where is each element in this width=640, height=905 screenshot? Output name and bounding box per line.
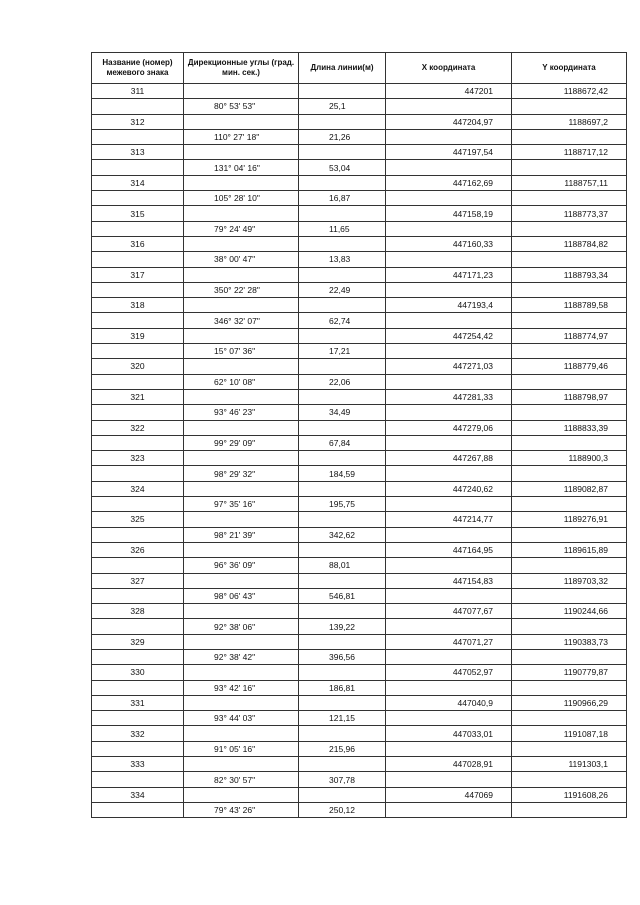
x-coordinate: 447158,19 (386, 206, 512, 221)
x-cell-empty (386, 344, 512, 359)
line-length: 546,81 (299, 588, 386, 603)
name-cell-empty (92, 802, 184, 817)
x-cell-empty (386, 527, 512, 542)
y-coordinate: 1188784,82 (512, 236, 627, 251)
length-cell-empty (299, 359, 386, 374)
y-cell-empty (512, 772, 627, 787)
y-cell-empty (512, 802, 627, 817)
x-cell-empty (386, 802, 512, 817)
y-coordinate: 1188789,58 (512, 298, 627, 313)
angle-cell-empty (184, 267, 299, 282)
direction-angle: 110° 27' 18" (184, 129, 299, 144)
point-name: 313 (92, 145, 184, 160)
header-x: X координата (386, 53, 512, 84)
segment-row (92, 527, 627, 542)
y-cell-empty (512, 313, 627, 328)
x-coordinate: 447171,23 (386, 267, 512, 282)
point-name: 323 (92, 451, 184, 466)
line-length: 88,01 (299, 558, 386, 573)
length-cell-empty (299, 236, 386, 251)
angle-cell-empty (184, 359, 299, 374)
point-row (92, 726, 627, 741)
name-cell-empty (92, 405, 184, 420)
direction-angle: 98° 06' 43" (184, 588, 299, 603)
point-row (92, 420, 627, 435)
name-cell-empty (92, 497, 184, 512)
length-cell-empty (299, 328, 386, 343)
x-cell-empty (386, 252, 512, 267)
x-coordinate: 447193,4 (386, 298, 512, 313)
length-cell-empty (299, 634, 386, 649)
x-coordinate: 447160,33 (386, 236, 512, 251)
angle-cell-empty (184, 665, 299, 680)
y-cell-empty (512, 588, 627, 603)
angle-cell-empty (184, 84, 299, 99)
x-cell-empty (386, 466, 512, 481)
length-cell-empty (299, 573, 386, 588)
y-coordinate: 1191608,26 (512, 787, 627, 802)
length-cell-empty (299, 726, 386, 741)
line-length: 62,74 (299, 313, 386, 328)
line-length: 250,12 (299, 802, 386, 817)
x-coordinate: 447077,67 (386, 604, 512, 619)
line-length: 11,65 (299, 221, 386, 236)
y-coordinate: 1188779,46 (512, 359, 627, 374)
line-length: 22,06 (299, 374, 386, 389)
x-cell-empty (386, 741, 512, 756)
point-row (92, 542, 627, 557)
name-cell-empty (92, 252, 184, 267)
angle-cell-empty (184, 236, 299, 251)
segment-row (92, 160, 627, 175)
y-coordinate: 1190966,29 (512, 695, 627, 710)
line-length: 16,87 (299, 191, 386, 206)
length-cell-empty (299, 512, 386, 527)
point-row (92, 389, 627, 404)
point-name: 327 (92, 573, 184, 588)
line-length: 184,59 (299, 466, 386, 481)
name-cell-empty (92, 558, 184, 573)
point-row (92, 512, 627, 527)
direction-angle: 79° 43' 26" (184, 802, 299, 817)
direction-angle: 105° 28' 10" (184, 191, 299, 206)
point-name: 317 (92, 267, 184, 282)
y-cell-empty (512, 558, 627, 573)
y-coordinate: 1190779,87 (512, 665, 627, 680)
length-cell-empty (299, 84, 386, 99)
point-name: 316 (92, 236, 184, 251)
point-row (92, 359, 627, 374)
direction-angle: 131° 04' 16" (184, 160, 299, 175)
segment-row (92, 741, 627, 756)
name-cell-empty (92, 282, 184, 297)
y-cell-empty (512, 649, 627, 664)
x-cell-empty (386, 588, 512, 603)
segment-row (92, 344, 627, 359)
direction-angle: 350° 22' 28" (184, 282, 299, 297)
point-name: 326 (92, 542, 184, 557)
x-coordinate: 447201 (386, 84, 512, 99)
line-length: 342,62 (299, 527, 386, 542)
x-cell-empty (386, 680, 512, 695)
name-cell-empty (92, 313, 184, 328)
direction-angle: 96° 36' 09" (184, 558, 299, 573)
line-length: 67,84 (299, 435, 386, 450)
line-length: 307,78 (299, 772, 386, 787)
name-cell-empty (92, 772, 184, 787)
x-coordinate: 447033,01 (386, 726, 512, 741)
y-coordinate: 1188773,37 (512, 206, 627, 221)
x-cell-empty (386, 435, 512, 450)
x-coordinate: 447214,77 (386, 512, 512, 527)
x-cell-empty (386, 649, 512, 664)
y-cell-empty (512, 374, 627, 389)
angle-cell-empty (184, 726, 299, 741)
length-cell-empty (299, 757, 386, 772)
point-row (92, 298, 627, 313)
line-length: 186,81 (299, 680, 386, 695)
angle-cell-empty (184, 175, 299, 190)
y-coordinate: 1188774,97 (512, 328, 627, 343)
segment-row (92, 772, 627, 787)
segment-row (92, 191, 627, 206)
point-row (92, 695, 627, 710)
point-name: 334 (92, 787, 184, 802)
name-cell-empty (92, 619, 184, 634)
length-cell-empty (299, 695, 386, 710)
angle-cell-empty (184, 757, 299, 772)
angle-cell-empty (184, 512, 299, 527)
line-length: 22,49 (299, 282, 386, 297)
name-cell-empty (92, 99, 184, 114)
x-coordinate: 447254,42 (386, 328, 512, 343)
line-length: 215,96 (299, 741, 386, 756)
x-coordinate: 447164,95 (386, 542, 512, 557)
x-cell-empty (386, 160, 512, 175)
segment-row (92, 313, 627, 328)
point-name: 314 (92, 175, 184, 190)
length-cell-empty (299, 389, 386, 404)
point-name: 315 (92, 206, 184, 221)
y-coordinate: 1188697,2 (512, 114, 627, 129)
line-length: 17,21 (299, 344, 386, 359)
segment-row (92, 711, 627, 726)
y-cell-empty (512, 221, 627, 236)
y-cell-empty (512, 99, 627, 114)
angle-cell-empty (184, 420, 299, 435)
y-cell-empty (512, 344, 627, 359)
y-cell-empty (512, 527, 627, 542)
angle-cell-empty (184, 389, 299, 404)
y-coordinate: 1191087,18 (512, 726, 627, 741)
header-angle: Дирекционные углы (град. мин. сек.) (184, 53, 299, 84)
point-row (92, 451, 627, 466)
angle-cell-empty (184, 451, 299, 466)
line-length: 121,15 (299, 711, 386, 726)
direction-angle: 93° 44' 03" (184, 711, 299, 726)
x-coordinate: 447279,06 (386, 420, 512, 435)
angle-cell-empty (184, 145, 299, 160)
y-cell-empty (512, 619, 627, 634)
point-name: 312 (92, 114, 184, 129)
x-coordinate: 447154,83 (386, 573, 512, 588)
x-cell-empty (386, 282, 512, 297)
y-coordinate: 1189615,89 (512, 542, 627, 557)
name-cell-empty (92, 711, 184, 726)
length-cell-empty (299, 206, 386, 221)
line-length: 21,26 (299, 129, 386, 144)
direction-angle: 80° 53' 53" (184, 99, 299, 114)
y-cell-empty (512, 129, 627, 144)
y-coordinate: 1188833,39 (512, 420, 627, 435)
y-cell-empty (512, 497, 627, 512)
x-coordinate: 447052,97 (386, 665, 512, 680)
name-cell-empty (92, 160, 184, 175)
length-cell-empty (299, 114, 386, 129)
direction-angle: 97° 35' 16" (184, 497, 299, 512)
point-name: 332 (92, 726, 184, 741)
line-length: 139,22 (299, 619, 386, 634)
line-length: 34,49 (299, 405, 386, 420)
length-cell-empty (299, 604, 386, 619)
name-cell-empty (92, 466, 184, 481)
length-cell-empty (299, 542, 386, 557)
y-cell-empty (512, 680, 627, 695)
segment-row (92, 588, 627, 603)
length-cell-empty (299, 665, 386, 680)
x-cell-empty (386, 129, 512, 144)
segment-row (92, 649, 627, 664)
y-coordinate: 1189082,87 (512, 481, 627, 496)
segment-row (92, 129, 627, 144)
name-cell-empty (92, 374, 184, 389)
name-cell-empty (92, 527, 184, 542)
line-length: 13,83 (299, 252, 386, 267)
line-length: 53,04 (299, 160, 386, 175)
point-row (92, 236, 627, 251)
angle-cell-empty (184, 573, 299, 588)
segment-row (92, 497, 627, 512)
name-cell-empty (92, 344, 184, 359)
direction-angle: 99° 29' 09" (184, 435, 299, 450)
point-name: 321 (92, 389, 184, 404)
point-name: 333 (92, 757, 184, 772)
point-row (92, 328, 627, 343)
segment-row (92, 99, 627, 114)
name-cell-empty (92, 129, 184, 144)
point-row (92, 206, 627, 221)
x-cell-empty (386, 405, 512, 420)
length-cell-empty (299, 451, 386, 466)
direction-angle: 98° 29' 32" (184, 466, 299, 481)
direction-angle: 15° 07' 36" (184, 344, 299, 359)
y-cell-empty (512, 466, 627, 481)
direction-angle: 92° 38' 42" (184, 649, 299, 664)
name-cell-empty (92, 588, 184, 603)
y-cell-empty (512, 282, 627, 297)
direction-angle: 62° 10' 08" (184, 374, 299, 389)
angle-cell-empty (184, 695, 299, 710)
y-coordinate: 1190244,66 (512, 604, 627, 619)
point-name: 329 (92, 634, 184, 649)
name-cell-empty (92, 649, 184, 664)
header-y: Y координата (512, 53, 627, 84)
angle-cell-empty (184, 634, 299, 649)
point-name: 322 (92, 420, 184, 435)
length-cell-empty (299, 787, 386, 802)
x-cell-empty (386, 711, 512, 726)
angle-cell-empty (184, 328, 299, 343)
direction-angle: 82° 30' 57" (184, 772, 299, 787)
point-name: 330 (92, 665, 184, 680)
length-cell-empty (299, 298, 386, 313)
direction-angle: 79° 24' 49" (184, 221, 299, 236)
x-cell-empty (386, 191, 512, 206)
direction-angle: 346° 32' 07" (184, 313, 299, 328)
point-row (92, 787, 627, 802)
y-coordinate: 1188900,3 (512, 451, 627, 466)
header-length: Длина линии(м) (299, 53, 386, 84)
direction-angle: 91° 05' 16" (184, 741, 299, 756)
angle-cell-empty (184, 604, 299, 619)
y-cell-empty (512, 252, 627, 267)
segment-row (92, 405, 627, 420)
point-name: 311 (92, 84, 184, 99)
point-name: 318 (92, 298, 184, 313)
x-coordinate: 447240,62 (386, 481, 512, 496)
y-coordinate: 1189703,32 (512, 573, 627, 588)
length-cell-empty (299, 481, 386, 496)
x-coordinate: 447271,03 (386, 359, 512, 374)
x-coordinate: 447162,69 (386, 175, 512, 190)
y-cell-empty (512, 435, 627, 450)
x-coordinate: 447069 (386, 787, 512, 802)
x-coordinate: 447204,97 (386, 114, 512, 129)
line-length: 396,56 (299, 649, 386, 664)
table-body (92, 84, 627, 818)
name-cell-empty (92, 435, 184, 450)
length-cell-empty (299, 267, 386, 282)
point-row (92, 84, 627, 99)
header-name: Название (номер) межевого знака (92, 53, 184, 84)
point-row (92, 665, 627, 680)
length-cell-empty (299, 420, 386, 435)
line-length: 195,75 (299, 497, 386, 512)
segment-row (92, 435, 627, 450)
y-cell-empty (512, 191, 627, 206)
x-cell-empty (386, 619, 512, 634)
point-row (92, 267, 627, 282)
x-cell-empty (386, 221, 512, 236)
length-cell-empty (299, 175, 386, 190)
segment-row (92, 619, 627, 634)
x-coordinate: 447281,33 (386, 389, 512, 404)
x-coordinate: 447197,54 (386, 145, 512, 160)
segment-row (92, 221, 627, 236)
direction-angle: 93° 46' 23" (184, 405, 299, 420)
x-cell-empty (386, 558, 512, 573)
point-row (92, 114, 627, 129)
segment-row (92, 680, 627, 695)
line-length: 25,1 (299, 99, 386, 114)
x-coordinate: 447028,91 (386, 757, 512, 772)
y-cell-empty (512, 405, 627, 420)
angle-cell-empty (184, 114, 299, 129)
x-cell-empty (386, 313, 512, 328)
segment-row (92, 374, 627, 389)
point-row (92, 757, 627, 772)
angle-cell-empty (184, 481, 299, 496)
angle-cell-empty (184, 787, 299, 802)
direction-angle: 93° 42' 16" (184, 680, 299, 695)
angle-cell-empty (184, 542, 299, 557)
point-row (92, 145, 627, 160)
y-coordinate: 1188793,34 (512, 267, 627, 282)
direction-angle: 38° 00' 47" (184, 252, 299, 267)
direction-angle: 98° 21' 39" (184, 527, 299, 542)
name-cell-empty (92, 221, 184, 236)
y-coordinate: 1188717,12 (512, 145, 627, 160)
x-cell-empty (386, 99, 512, 114)
point-name: 319 (92, 328, 184, 343)
point-row (92, 634, 627, 649)
y-cell-empty (512, 741, 627, 756)
point-row (92, 481, 627, 496)
point-row (92, 175, 627, 190)
point-name: 331 (92, 695, 184, 710)
segment-row (92, 802, 627, 817)
x-cell-empty (386, 772, 512, 787)
point-name: 325 (92, 512, 184, 527)
point-row (92, 573, 627, 588)
point-name: 328 (92, 604, 184, 619)
segment-row (92, 282, 627, 297)
y-coordinate: 1188672,42 (512, 84, 627, 99)
y-coordinate: 1188798,97 (512, 389, 627, 404)
x-coordinate: 447071,27 (386, 634, 512, 649)
length-cell-empty (299, 145, 386, 160)
angle-cell-empty (184, 298, 299, 313)
x-coordinate: 447267,88 (386, 451, 512, 466)
boundary-coordinates-table (91, 52, 627, 818)
table-header-row (92, 53, 627, 84)
y-cell-empty (512, 160, 627, 175)
point-row (92, 604, 627, 619)
y-cell-empty (512, 711, 627, 726)
x-cell-empty (386, 374, 512, 389)
direction-angle: 92° 38' 06" (184, 619, 299, 634)
y-coordinate: 1189276,91 (512, 512, 627, 527)
segment-row (92, 558, 627, 573)
segment-row (92, 252, 627, 267)
name-cell-empty (92, 680, 184, 695)
segment-row (92, 466, 627, 481)
y-coordinate: 1191303,1 (512, 757, 627, 772)
angle-cell-empty (184, 206, 299, 221)
y-coordinate: 1188757,11 (512, 175, 627, 190)
name-cell-empty (92, 741, 184, 756)
x-coordinate: 447040,9 (386, 695, 512, 710)
y-coordinate: 1190383,73 (512, 634, 627, 649)
x-cell-empty (386, 497, 512, 512)
point-name: 324 (92, 481, 184, 496)
point-name: 320 (92, 359, 184, 374)
name-cell-empty (92, 191, 184, 206)
